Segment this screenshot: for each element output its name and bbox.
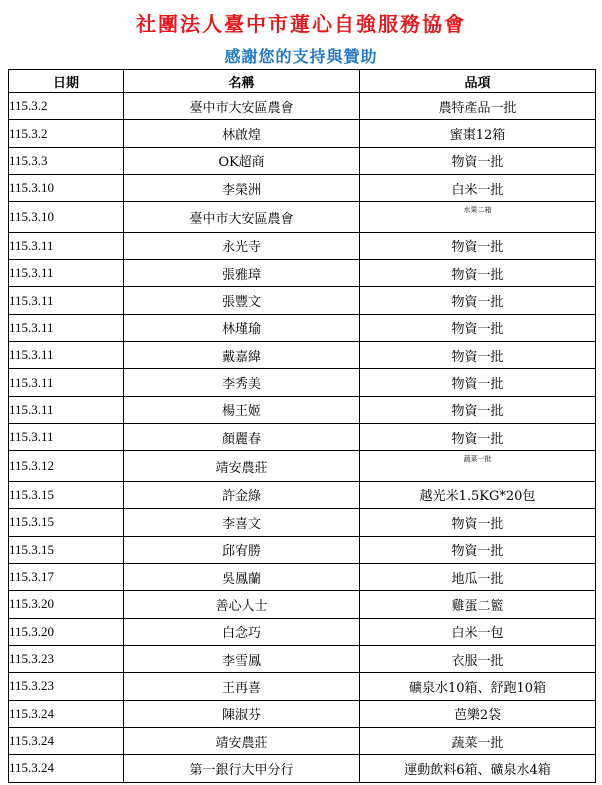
- name-cell: 白念巧: [124, 618, 360, 645]
- name-cell: 永光寺: [124, 232, 360, 259]
- table-row: [9, 591, 596, 618]
- date-cell: 115.3.2: [9, 93, 124, 120]
- item-cell: 白米一批: [360, 175, 596, 202]
- item-cell: 物資一批: [360, 232, 596, 259]
- table-header-row: [9, 70, 596, 93]
- date-cell: 115.3.20: [9, 591, 124, 618]
- name-cell: 李榮洲: [124, 175, 360, 202]
- date-cell: 115.3.11: [9, 369, 124, 396]
- item-cell: 水果二箱: [360, 202, 596, 232]
- name-cell: 林啟煌: [124, 120, 360, 147]
- donation-table: [8, 69, 596, 783]
- item-cell: 物資一批: [360, 369, 596, 396]
- name-cell: 李秀美: [124, 369, 360, 396]
- name-cell: 李喜文: [124, 509, 360, 536]
- table-row: [9, 563, 596, 590]
- table-row: [9, 700, 596, 727]
- date-cell: 115.3.11: [9, 287, 124, 314]
- item-cell: 物資一批: [360, 260, 596, 287]
- name-cell: 顏麗春: [124, 424, 360, 451]
- date-cell: 115.3.11: [9, 260, 124, 287]
- page-subtitle: 感謝您的支持與贊助: [224, 47, 378, 66]
- item-cell: 白米一包: [360, 618, 596, 645]
- date-cell: 115.3.12: [9, 451, 124, 481]
- name-cell: 靖安農莊: [124, 451, 360, 481]
- table-row: [9, 424, 596, 451]
- column-header-name: 名稱: [124, 70, 360, 93]
- date-cell: 115.3.15: [9, 481, 124, 508]
- name-cell: OK超商: [124, 147, 360, 174]
- item-cell: 物資一批: [360, 424, 596, 451]
- item-cell: 物資一批: [360, 314, 596, 341]
- date-cell: 115.3.3: [9, 147, 124, 174]
- date-cell: 115.3.11: [9, 396, 124, 423]
- item-cell: 衣服一批: [360, 645, 596, 672]
- name-cell: 臺中市大安區農會: [124, 93, 360, 120]
- name-cell: 吳鳳蘭: [124, 563, 360, 590]
- table-row: [9, 232, 596, 259]
- date-cell: 115.3.24: [9, 700, 124, 727]
- item-cell: 雞蛋二籃: [360, 591, 596, 618]
- table-row: [9, 175, 596, 202]
- item-cell: 物資一批: [360, 536, 596, 563]
- date-cell: 115.3.24: [9, 755, 124, 782]
- item-cell: 物資一批: [360, 287, 596, 314]
- item-cell: 物資一批: [360, 342, 596, 369]
- item-cell: 蜜棗12箱: [360, 120, 596, 147]
- table-row: [9, 260, 596, 287]
- name-cell: 臺中市大安區農會: [124, 202, 360, 232]
- table-row: [9, 147, 596, 174]
- table-row: [9, 645, 596, 672]
- name-cell: 善心人士: [124, 591, 360, 618]
- column-header-date: 日期: [9, 70, 124, 93]
- table-row: [9, 202, 596, 232]
- item-cell: 物資一批: [360, 147, 596, 174]
- item-cell: 蔬菜一批: [360, 451, 596, 481]
- table-row: [9, 481, 596, 508]
- item-cell: 物資一批: [360, 509, 596, 536]
- table-row: [9, 536, 596, 563]
- date-cell: 115.3.11: [9, 232, 124, 259]
- name-cell: 陳淑芬: [124, 700, 360, 727]
- table-row: [9, 314, 596, 341]
- date-cell: 115.3.24: [9, 727, 124, 754]
- table-row: [9, 509, 596, 536]
- table-row: [9, 120, 596, 147]
- page-title: 社團法人臺中市蓮心自強服務協會: [136, 12, 466, 36]
- name-cell: 張雅璋: [124, 260, 360, 287]
- name-cell: 許金綠: [124, 481, 360, 508]
- date-cell: 115.3.2: [9, 120, 124, 147]
- item-cell: 運動飲料6箱、礦泉水4箱: [360, 755, 596, 782]
- name-cell: 邱宥勝: [124, 536, 360, 563]
- table-row: [9, 93, 596, 120]
- item-cell: 越光米1.5KG*20包: [360, 481, 596, 508]
- item-cell: 礦泉水10箱、舒跑10箱: [360, 673, 596, 700]
- date-cell: 115.3.11: [9, 314, 124, 341]
- table-row: [9, 727, 596, 754]
- item-cell: 農特產品一批: [360, 93, 596, 120]
- name-cell: 楊王姬: [124, 396, 360, 423]
- date-cell: 115.3.20: [9, 618, 124, 645]
- table-row: [9, 396, 596, 423]
- name-cell: 靖安農莊: [124, 727, 360, 754]
- table-row: [9, 287, 596, 314]
- table-row: [9, 369, 596, 396]
- table-row: [9, 451, 596, 481]
- date-cell: 115.3.15: [9, 536, 124, 563]
- name-cell: 林瑾瑜: [124, 314, 360, 341]
- table-row: [9, 342, 596, 369]
- name-cell: 第一銀行大甲分行: [124, 755, 360, 782]
- table-row: [9, 618, 596, 645]
- item-cell: 物資一批: [360, 396, 596, 423]
- date-cell: 115.3.10: [9, 175, 124, 202]
- item-cell: 地瓜一批: [360, 563, 596, 590]
- date-cell: 115.3.23: [9, 673, 124, 700]
- date-cell: 115.3.23: [9, 645, 124, 672]
- table-row: [9, 755, 596, 782]
- date-cell: 115.3.11: [9, 342, 124, 369]
- name-cell: 戴嘉緯: [124, 342, 360, 369]
- date-cell: 115.3.11: [9, 424, 124, 451]
- item-cell: 芭樂2袋: [360, 700, 596, 727]
- name-cell: 王再喜: [124, 673, 360, 700]
- item-cell: 蔬菜一批: [360, 727, 596, 754]
- date-cell: 115.3.15: [9, 509, 124, 536]
- date-cell: 115.3.10: [9, 202, 124, 232]
- name-cell: 張豐文: [124, 287, 360, 314]
- column-header-item: 品項: [360, 70, 596, 93]
- date-cell: 115.3.17: [9, 563, 124, 590]
- table-row: [9, 673, 596, 700]
- name-cell: 李雪鳳: [124, 645, 360, 672]
